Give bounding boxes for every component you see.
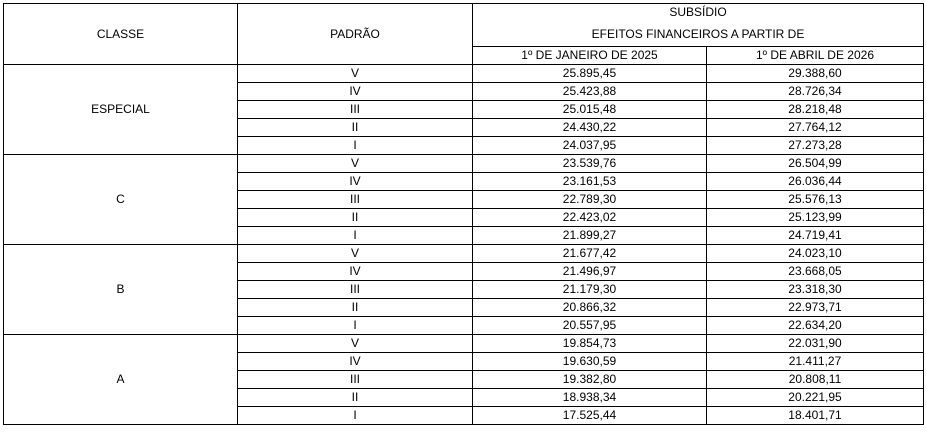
padrao-cell: V — [238, 65, 473, 83]
padrao-cell: II — [238, 119, 473, 137]
padrao-cell: V — [238, 335, 473, 353]
table-row — [4, 245, 924, 263]
value-2025-cell: 21.899,27 — [473, 227, 707, 245]
value-2025-cell: 19.382,80 — [473, 371, 707, 389]
value-2025-cell: 21.496,97 — [473, 263, 707, 281]
padrao-cell: I — [238, 137, 473, 155]
value-2026-cell: 29.388,60 — [707, 65, 924, 83]
value-2026-cell: 21.411,27 — [707, 353, 924, 371]
value-2026-cell: 22.031,90 — [707, 335, 924, 353]
value-2025-cell: 22.423,02 — [473, 209, 707, 227]
value-2025-cell: 23.161,53 — [473, 173, 707, 191]
value-2025-cell: 21.179,30 — [473, 281, 707, 299]
padrao-cell: IV — [238, 263, 473, 281]
classe-cell: B — [4, 245, 238, 335]
value-2025-cell: 24.037,95 — [473, 137, 707, 155]
value-2026-cell: 26.504,99 — [707, 155, 924, 173]
header-classe: CLASSE — [4, 4, 238, 65]
value-2026-cell: 24.023,10 — [707, 245, 924, 263]
value-2025-cell: 25.423,88 — [473, 83, 707, 101]
value-2025-cell: 22.789,30 — [473, 191, 707, 209]
padrao-cell: I — [238, 407, 473, 425]
value-2025-cell: 19.854,73 — [473, 335, 707, 353]
value-2025-cell: 25.895,45 — [473, 65, 707, 83]
classe-cell: A — [4, 335, 238, 425]
header-row-top — [4, 4, 924, 47]
value-2026-cell: 24.719,41 — [707, 227, 924, 245]
value-2025-cell: 19.630,59 — [473, 353, 707, 371]
padrao-cell: IV — [238, 353, 473, 371]
padrao-cell: V — [238, 245, 473, 263]
value-2025-cell: 18.938,34 — [473, 389, 707, 407]
value-2025-cell: 20.866,32 — [473, 299, 707, 317]
header-subsidio-group — [473, 4, 924, 47]
value-2026-cell: 22.973,71 — [707, 299, 924, 317]
value-2026-cell: 27.764,12 — [707, 119, 924, 137]
value-2026-cell: 20.221,95 — [707, 389, 924, 407]
value-2026-cell: 27.273,28 — [707, 137, 924, 155]
value-2026-cell: 18.401,71 — [707, 407, 924, 425]
table-body — [4, 65, 924, 425]
value-2025-cell: 24.430,22 — [473, 119, 707, 137]
padrao-cell: III — [238, 371, 473, 389]
value-2026-cell: 26.036,44 — [707, 173, 924, 191]
header-date-2025: 1º DE JANEIRO DE 2025 — [473, 47, 707, 65]
value-2026-cell: 23.318,30 — [707, 281, 924, 299]
padrao-cell: III — [238, 191, 473, 209]
value-2026-cell: 23.668,05 — [707, 263, 924, 281]
header-efeitos: EFEITOS FINANCEIROS A PARTIR DE — [591, 27, 805, 41]
padrao-cell: III — [238, 281, 473, 299]
padrao-cell: II — [238, 389, 473, 407]
value-2026-cell: 28.726,34 — [707, 83, 924, 101]
value-2026-cell: 25.576,13 — [707, 191, 924, 209]
value-2025-cell: 21.677,42 — [473, 245, 707, 263]
header-padrao: PADRÃO — [238, 4, 473, 65]
value-2025-cell: 17.525,44 — [473, 407, 707, 425]
padrao-cell: IV — [238, 173, 473, 191]
value-2025-cell: 25.015,48 — [473, 101, 707, 119]
value-2026-cell: 22.634,20 — [707, 317, 924, 335]
value-2026-cell: 28.218,48 — [707, 101, 924, 119]
classe-cell: C — [4, 155, 238, 245]
padrao-cell: IV — [238, 83, 473, 101]
salary-table — [3, 3, 924, 425]
padrao-cell: III — [238, 101, 473, 119]
value-2025-cell: 20.557,95 — [473, 317, 707, 335]
value-2026-cell: 25.123,99 — [707, 209, 924, 227]
header-subsidio: SUBSÍDIO — [669, 5, 727, 19]
table-row — [4, 155, 924, 173]
table-row — [4, 65, 924, 83]
table-row — [4, 335, 924, 353]
header-date-2026: 1º DE ABRIL DE 2026 — [707, 47, 924, 65]
classe-cell: ESPECIAL — [4, 65, 238, 155]
padrao-cell: II — [238, 209, 473, 227]
padrao-cell: I — [238, 317, 473, 335]
value-2025-cell: 23.539,76 — [473, 155, 707, 173]
padrao-cell: V — [238, 155, 473, 173]
padrao-cell: II — [238, 299, 473, 317]
value-2026-cell: 20.808,11 — [707, 371, 924, 389]
padrao-cell: I — [238, 227, 473, 245]
